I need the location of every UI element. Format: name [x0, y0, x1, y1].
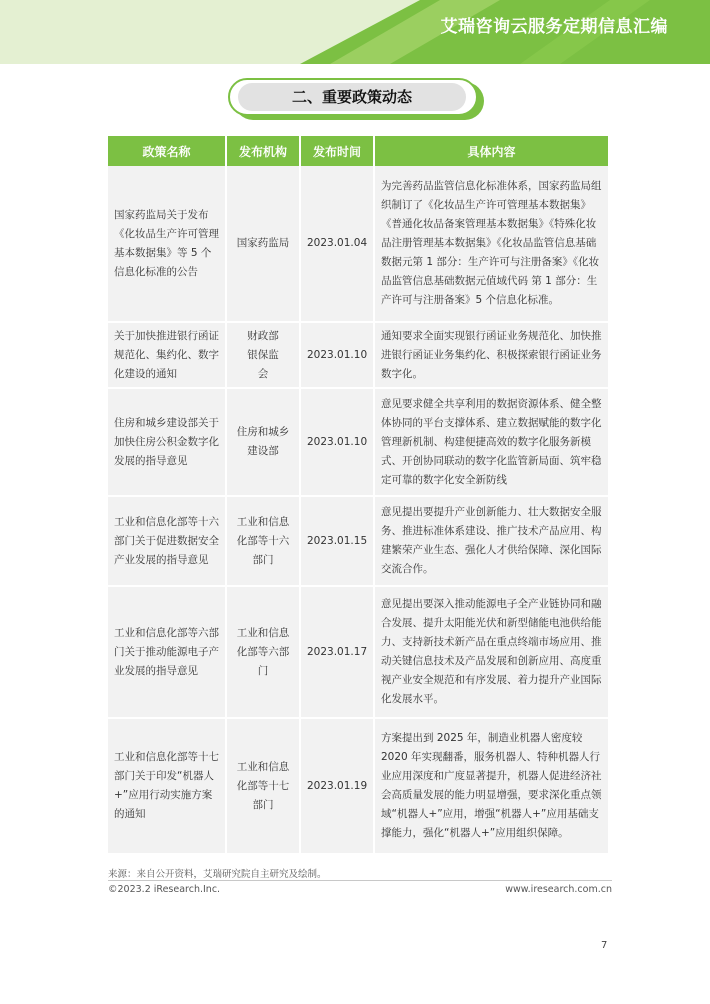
policy-content: 为完善药品监管信息化标准体系，国家药监局组织制订了《化妆品生产许可管理基本数据集》《普通化妆品备案管理基本数据集》《特殊化妆品注册管理基本数据集》《化妆品监管信息基础数据元第 1 部分：生产许可与注册备案》《化妆品监管信息基础数据元值域代码 第 1 部分：生产许可与注册备案》5 个信息化标准。 — [374, 166, 608, 322]
policy-date: 2023.01.10 — [300, 322, 374, 388]
policy-issuer: 工业和信息化部等十六部门 — [226, 496, 300, 586]
policy-content: 意见提出要深入推动能源电子全产业链协同和融合发展、提升太阳能光伏和新型储能电池供给能力、支持新技术新产品在重点终端市场应用、推动关键信息技术及产品发展和创新应用、高度重视产业安全规范和有序发展、着力提升产业国际化发展水平。 — [374, 586, 608, 718]
policy-issuer: 财政部银保监会 — [226, 322, 300, 388]
table-row — [108, 166, 608, 322]
policy-name: 工业和信息化部等六部门关于推动能源电子产业发展的指导意见 — [108, 586, 226, 718]
table-row — [108, 322, 608, 388]
page-number: 7 — [601, 940, 608, 951]
policy-issuer: 国家药监局 — [226, 166, 300, 322]
table-row — [108, 586, 608, 718]
header-banner — [0, 0, 710, 64]
policy-name: 工业和信息化部等十六部门关于促进数据安全产业发展的指导意见 — [108, 496, 226, 586]
policy-date: 2023.01.17 — [300, 586, 374, 718]
policy-name: 关于加快推进银行函证规范化、集约化、数字化建设的通知 — [108, 322, 226, 388]
policy-content: 通知要求全面实现银行函证业务规范化、加快推进银行函证业务集约化、积极探索银行函证业务数字化。 — [374, 322, 608, 388]
policy-issuer: 工业和信息化部等六部门 — [226, 586, 300, 718]
policy-content: 意见要求健全共享利用的数据资源体系、健全整体协同的平台支撑体系、建立数据赋能的数字化管理新机制、构建便捷高效的数字化服务新模式、开创协同联动的数字化监管新局面、筑牢稳定可靠的数字化安全新防线 — [374, 388, 608, 496]
copyright: ©2023.2 iResearch.Inc. — [108, 884, 221, 895]
policy-issuer: 工业和信息化部等十七部门 — [226, 718, 300, 854]
header-policy-name: 政策名称 — [108, 136, 226, 166]
table-row — [108, 718, 608, 854]
policy-name: 国家药监局关于发布《化妆品生产许可管理基本数据集》等 5 个信息化标准的公告 — [108, 166, 226, 322]
policy-content: 方案提出到 2025 年，制造业机器人密度较 2020 年实现翻番，服务机器人、特种机器人行业应用深度和广度显著提升，机器人促进经济社会高质量发展的能力明显增强，要求深化重点领域“机器人+”应用，增强“机器人+”应用基础支撑能力，强化“机器人+”应用组织保障。 — [374, 718, 608, 854]
section-title: 二、重要政策动态 — [291, 88, 412, 106]
policy-name: 工业和信息化部等十七部门关于印发“机器人+”应用行动实施方案的通知 — [108, 718, 226, 854]
table-row — [108, 496, 608, 586]
source-note: 来源：来自公开资料，艾瑞研究院自主研究及绘制。 — [108, 869, 327, 880]
policy-date: 2023.01.04 — [300, 166, 374, 322]
policy-content: 意见提出要提升产业创新能力、壮大数据安全服务、推进标准体系建设、推广技术产品应用、构建繁荣产业生态、强化人才供给保障、深化国际交流合作。 — [374, 496, 608, 586]
table-row — [108, 388, 608, 496]
policy-date: 2023.01.10 — [300, 388, 374, 496]
table-header-row — [108, 136, 608, 166]
policy-date: 2023.01.15 — [300, 496, 374, 586]
footer-divider — [108, 880, 612, 881]
section-heading — [228, 78, 486, 122]
header-issuer: 发布机构 — [226, 136, 300, 166]
header-date: 发布时间 — [300, 136, 374, 166]
header-content: 具体内容 — [374, 136, 608, 166]
policy-table — [108, 136, 608, 855]
policy-issuer: 住房和城乡建设部 — [226, 388, 300, 496]
policy-date: 2023.01.19 — [300, 718, 374, 854]
website-link[interactable]: www.iresearch.com.cn — [505, 884, 612, 895]
header-title: 艾瑞咨询云服务定期信息汇编 — [440, 17, 668, 37]
policy-name: 住房和城乡建设部关于加快住房公积金数字化发展的指导意见 — [108, 388, 226, 496]
